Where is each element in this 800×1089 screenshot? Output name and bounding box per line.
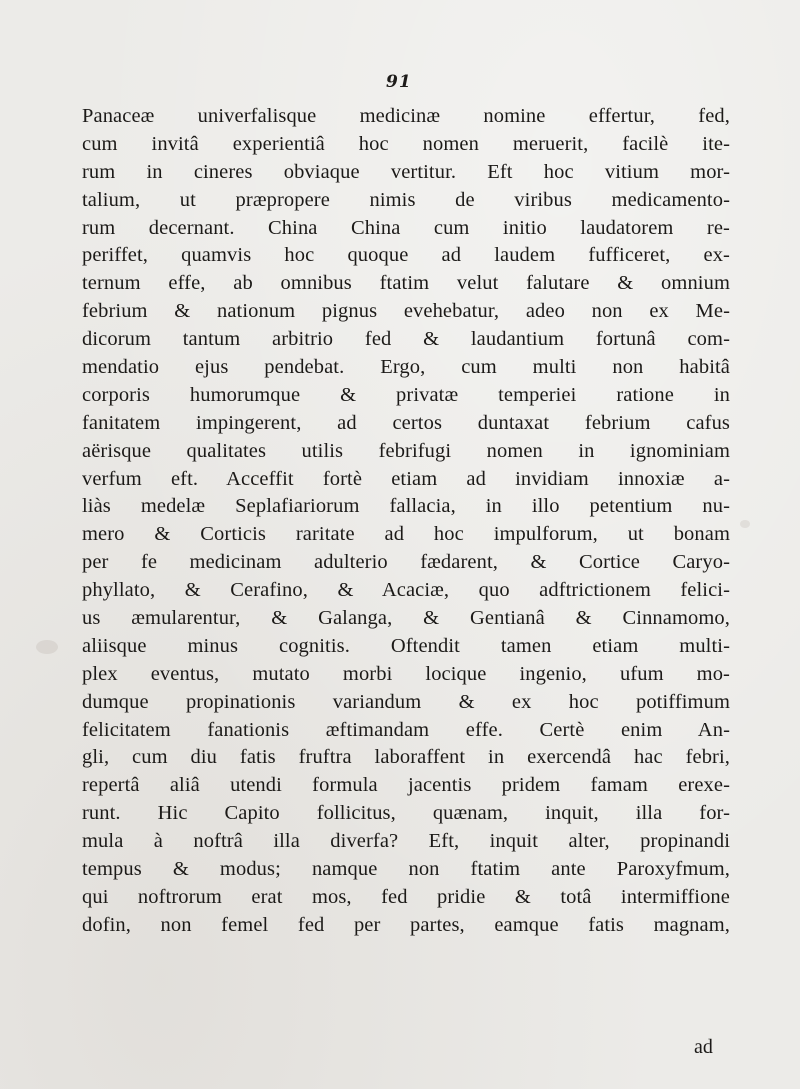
text-line: per fe medicinam adulterio fædarent, & Cortice Caryo- xyxy=(82,551,730,574)
text-line: mendatio ejus pendebat. Ergo, cum multi non habitâ xyxy=(82,356,730,379)
paper-stain xyxy=(36,640,58,654)
text-line: rum in cineres obviaque vertitur. Eft hoc vitium mor- xyxy=(82,160,730,183)
text-line: us æmularentur, & Galanga, & Gentianâ & Cinnamomo, xyxy=(82,607,730,630)
text-line: felicitatem fanationis æftimandam effe. Certè enim An- xyxy=(82,718,730,741)
text-line: dofin, non femel fed per partes, eamque fatis magnam, xyxy=(82,913,730,936)
text-line: periffet, quamvis hoc quoque ad laudem fufficeret, ex- xyxy=(82,244,730,267)
text-line: liàs medelæ Seplafiariorum fallacia, in illo petentium nu- xyxy=(82,495,730,518)
text-line: rum decernant. China China cum initio laudatorem re- xyxy=(82,216,730,239)
text-line: aliisque minus cognitis. Oftendit tamen etiam multi- xyxy=(82,634,730,657)
text-line: qui noftrorum erat mos, fed pridie & totâ intermiffione xyxy=(82,885,730,908)
text-line: repertâ aliâ utendi formula jacentis pridem famam erexe- xyxy=(82,774,730,797)
text-line: mula à noftrâ illa diverfa? Eft, inquit alter, propinandi xyxy=(82,830,730,853)
text-line: phyllato, & Cerafino, & Acaciæ, quo adftrictionem felici- xyxy=(82,579,730,602)
catchword: ad xyxy=(694,1036,713,1058)
text-line: talium, ut præpropere nimis de viribus medicamento- xyxy=(82,188,730,211)
text-line: ternum effe, ab omnibus ftatim velut falutare & omnium xyxy=(82,272,730,295)
text-line: Panaceæ univerfalisque medicinæ nomine effertur, fed, xyxy=(82,105,730,127)
text-line: tempus & modus; namque non ftatim ante Paroxyfmum, xyxy=(82,858,730,881)
text-line: cum invitâ experientiâ hoc nomen meruerit, facilè ite- xyxy=(82,132,730,155)
text-line: febrium & nationum pignus evehebatur, adeo non ex Me- xyxy=(82,300,730,323)
text-line: gli, cum diu fatis fruftra laboraffent in exercendâ hac febri, xyxy=(82,746,730,769)
paper-stain xyxy=(740,520,750,528)
text-line: fanitatem impingerent, ad certos duntaxat febrium cafus xyxy=(82,411,730,434)
text-line: dumque propinationis variandum & ex hoc potiffimum xyxy=(82,690,730,713)
text-line: mero & Corticis raritate ad hoc impulforum, ut bonam xyxy=(82,523,730,546)
text-line: corporis humorumque & privatæ temperiei ratione in xyxy=(82,383,730,406)
text-line: dicorum tantum arbitrio fed & laudantium fortunâ com- xyxy=(82,328,730,351)
text-line: verfum eft. Acceffit fortè etiam ad invidiam innoxiæ a- xyxy=(82,467,730,490)
page-number: 91 xyxy=(386,72,412,92)
text-line: aërisque qualitates utilis febrifugi nomen in ignominiam xyxy=(82,439,730,462)
text-line: plex eventus, mutato morbi locique ingenio, ufum mo- xyxy=(82,662,730,685)
text-line: runt. Hic Capito follicitus, quænam, inquit, illa for- xyxy=(82,802,730,825)
body-text xyxy=(82,103,730,940)
